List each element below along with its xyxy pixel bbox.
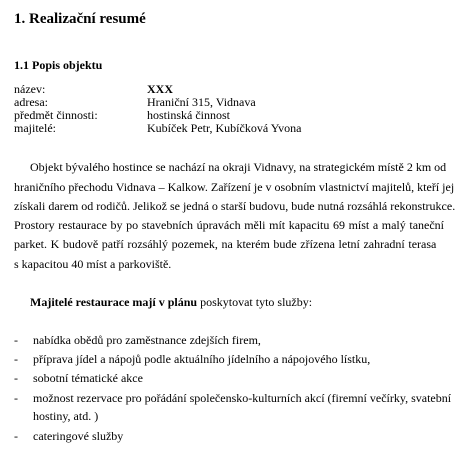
services-intro-text: poskytovat tyto služby: <box>197 295 313 309</box>
paragraph-line: Objekt bývalého hostince se nachází na okraji Vidnavy, na strategickém místě 2 km od <box>30 160 447 174</box>
field-value-address: Hraniční 315, Vidnava <box>147 95 256 109</box>
bullet-marker: - <box>14 429 18 443</box>
paragraph-line: parket. K budově patří rozsáhlý pozemek, na kterém bude zřízena letní zahradní terasa <box>14 237 437 251</box>
list-item: sobotní tématické akce <box>33 371 143 385</box>
bullet-marker: - <box>14 352 18 366</box>
field-label-address: adresa: <box>14 95 48 109</box>
field-value-owners: Kubíček Petr, Kubíčková Yvona <box>147 121 302 135</box>
bullet-marker: - <box>14 333 18 347</box>
paragraph-line: hraničního přechodu Vidnava – Kalkow. Zařízení je v osobním vlastnictví majitelů, kteří jej <box>14 180 455 194</box>
paragraph-line: Prostory restaurace by po stavebních úpravách měli mít kapacitu 69 míst a malý taneční <box>14 218 445 232</box>
list-item: cateringové služby <box>33 429 124 443</box>
field-value-name: XXX <box>147 82 173 96</box>
list-item-continuation: hostiny, atd. ) <box>33 409 99 423</box>
field-value-activity: hostinská činnost <box>147 108 230 122</box>
section-heading: 1. Realizační resumé <box>14 11 146 27</box>
services-intro-bold: Majitelé restaurace mají v plánu <box>30 295 198 309</box>
field-label-owners: majitelé: <box>14 121 56 135</box>
list-item: příprava jídel a nápojů podle aktuálního jídelního a nápojového lístku, <box>33 352 371 366</box>
field-label-name: název: <box>14 82 46 96</box>
subsection-heading: 1.1 Popis objektu <box>14 58 103 72</box>
field-label-activity: předmět činnosti: <box>14 108 98 122</box>
list-item: možnost rezervace pro pořádání společensko-kulturních akcí (firemní večírky, svatební <box>33 391 452 405</box>
paragraph-line: s kapacitou 40 míst a parkoviště. <box>14 257 172 271</box>
paragraph-line: získali darem od rodičů. Jelikož se jedná o starší budovu, bude nutná rozsáhlá rekonstrukce. <box>14 199 456 213</box>
services-intro <box>30 295 312 310</box>
bullet-marker: - <box>14 391 18 405</box>
bullet-marker: - <box>14 371 18 385</box>
list-item: nabídka obědů pro zaměstnance zdejších firem, <box>33 333 261 347</box>
